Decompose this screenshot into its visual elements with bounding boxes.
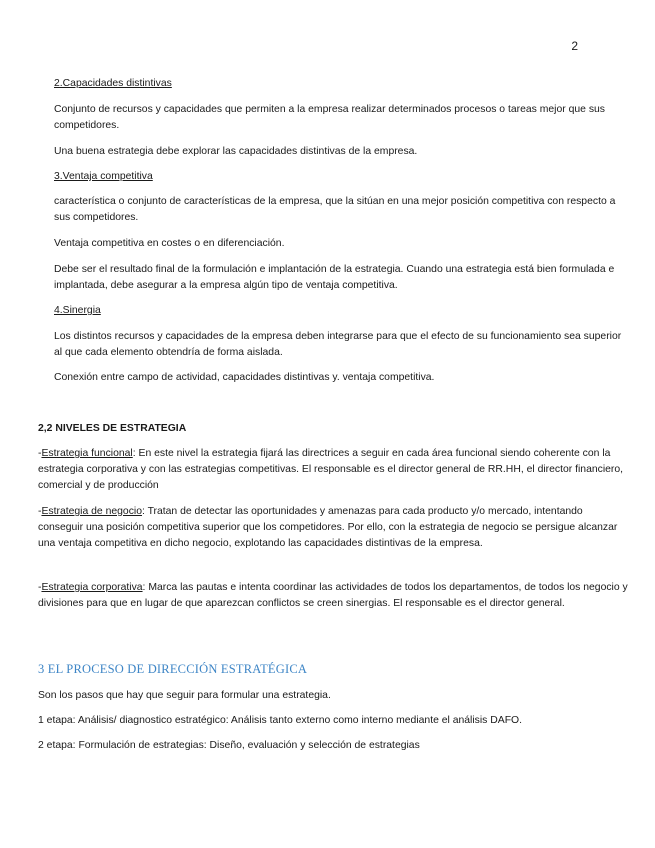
dash: - — [38, 448, 42, 459]
ventaja-paragraph-1: característica o conjunto de características de la empresa, que la sitúan en una mejor posición competitiva con respecto a sus competidores. — [54, 196, 616, 223]
capacidades-paragraph-2: Una buena estrategia debe explorar las capacidades distintivas de la empresa. — [54, 146, 418, 157]
page-number: 2 — [571, 39, 578, 53]
dash: - — [38, 506, 42, 517]
estrategia-negocio-paragraph — [38, 504, 628, 552]
ventaja-paragraph-3: Debe ser el resultado final de la formulación e implantación de la estrategia. Cuando una estrategia está bien formulada e implantada, debe asegurar a la empresa algún tipo de ventaja competitiva. — [54, 264, 615, 291]
sinergia-paragraph-2: Conexión entre campo de actividad, capacidades distintivas y. ventaja competitiva. — [54, 372, 435, 383]
sinergia-paragraph-1: Los distintos recursos y capacidades de la empresa deben integrarse para que el efecto de su funcionamiento sea superior al que cada elemento obtendría de forma aislada. — [54, 331, 622, 358]
proceso-intro: Son los pasos que hay que seguir para formular una estrategia. — [38, 690, 331, 701]
estrategia-funcional-term: Estrategia funcional — [41, 448, 133, 459]
ventaja-heading: 3.Ventaja competitiva — [54, 171, 153, 182]
capacidades-heading: 2.Capacidades distintivas — [54, 78, 172, 89]
proceso-etapa-1: 1 etapa: Análisis/ diagnostico estratégico: Análisis tanto externo como interno mediante el análisis DAFO. — [38, 715, 523, 726]
estrategia-negocio-text: : Tratan de detectar las oportunidades y amenazas para cada producto y/o mercado, intentando conseguir una posición competitiva superior que los competidores. Por ello, con la estrategia de negocio se persigue alcanzar una ventaja competitiva en dicho negocio, explotando las capacidades distintivas de la empresa. — [38, 506, 618, 549]
estrategia-negocio-term: Estrategia de negocio — [41, 506, 142, 517]
estrategia-funcional-paragraph — [38, 446, 628, 494]
proceso-etapa-2: 2 etapa: Formulación de estrategias: Diseño, evaluación y selección de estrategias — [38, 740, 420, 751]
capacidades-paragraph-1: Conjunto de recursos y capacidades que permiten a la empresa realizar determinados procesos o tareas mejor que sus competidores. — [54, 104, 605, 131]
niveles-heading: 2,2 NIVELES DE ESTRATEGIA — [38, 423, 187, 434]
dash: - — [38, 582, 42, 593]
estrategia-corporativa-term: Estrategia corporativa — [41, 582, 143, 593]
ventaja-paragraph-2: Ventaja competitiva en costes o en diferenciación. — [54, 238, 285, 249]
proceso-heading: 3 EL PROCESO DE DIRECCIÓN ESTRATÉGICA — [38, 662, 308, 676]
sinergia-heading: 4.Sinergia — [54, 305, 101, 316]
estrategia-funcional-text: : En este nivel la estrategia fijará las directrices a seguir en cada área funcional siendo coherente con la estrategia corporativa y con las estrategias competitivas. El responsable es el director general de RR.HH, el director financiero, comercial y de producción — [38, 448, 624, 491]
estrategia-corporativa-text: : Marca las pautas e intenta coordinar las actividades de todos los departamentos, de todos los negocio y divisiones para que en lugar de que aparezcan conflictos se creen sinergias. El responsable es el director general. — [38, 582, 628, 609]
estrategia-corporativa-paragraph — [38, 580, 628, 612]
